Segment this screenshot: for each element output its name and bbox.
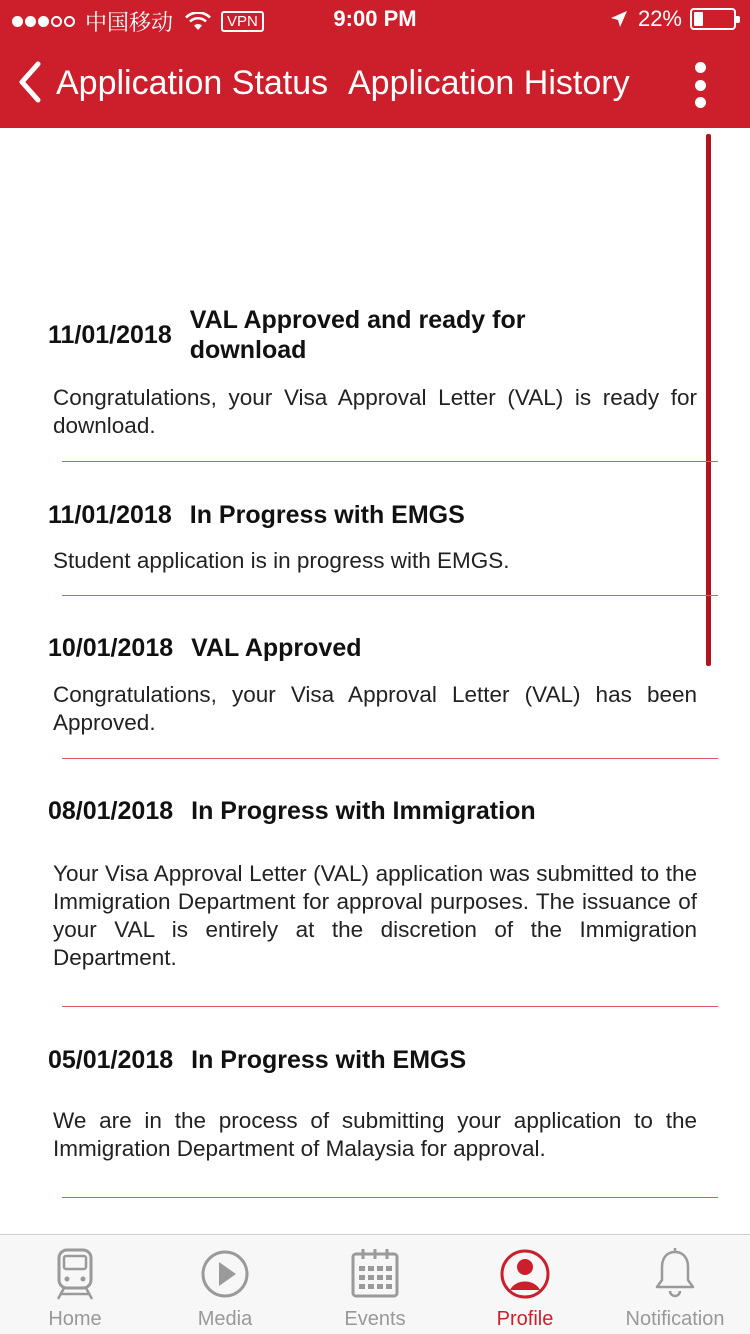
tab-notification[interactable] [600, 1235, 750, 1334]
entry-status-title: In Progress with Immigration [191, 797, 536, 825]
entry-date: 11/01/2018 [48, 501, 172, 529]
entry-description: Your Visa Approval Letter (VAL) application was submitted to the Immigration Department for approval purposes. The issuance of your VAL is entirely at the discretion of the Immigration Department. [53, 861, 697, 970]
application-history-list[interactable] [0, 128, 750, 1234]
tab-profile[interactable] [450, 1235, 600, 1334]
entry-header [48, 305, 580, 365]
more-options-icon[interactable] [692, 62, 708, 108]
calendar-icon [350, 1247, 400, 1301]
entry-date: 11/01/2018 [48, 321, 172, 349]
page-title: Application History [348, 64, 630, 102]
entry-status-title: VAL Approved [191, 634, 362, 662]
entry-header [48, 633, 362, 663]
entry-header [48, 1045, 466, 1075]
divider [62, 758, 718, 759]
entry-description: Congratulations, your Visa Approval Letter (VAL) is ready for download. [53, 385, 697, 438]
status-bar [0, 0, 750, 40]
entry-date: 10/01/2018 [48, 634, 174, 662]
tab-bar [0, 1234, 750, 1334]
entry-description: We are in the process of submitting your application to the Immigration Department of Malaysia for approval. [53, 1108, 697, 1161]
tab-label: Profile [496, 1308, 554, 1330]
divider [62, 1006, 718, 1007]
tab-label: Media [197, 1308, 253, 1330]
entry-date: 08/01/2018 [48, 797, 174, 825]
status-time: 9:00 PM [333, 6, 417, 31]
tab-label: Events [344, 1308, 406, 1330]
carrier-name: 中国移动 [85, 10, 174, 35]
battery-percentage: 22% [637, 6, 682, 31]
entry-status-title: VAL Approved and ready for download [189, 306, 526, 364]
entry-description: Student application is in progress with EMGS. [53, 548, 510, 573]
battery-icon [690, 8, 736, 30]
entry-description: Congratulations, your Visa Approval Letter (VAL) has been Approved. [53, 682, 697, 735]
entry-header [48, 796, 536, 826]
location-arrow-icon [610, 10, 628, 28]
back-chevron-icon[interactable] [14, 60, 44, 104]
entry-status-title: In Progress with EMGS [189, 501, 465, 529]
divider [62, 461, 718, 462]
play-icon [200, 1247, 250, 1301]
tab-media[interactable] [150, 1235, 300, 1334]
bell-icon [650, 1247, 700, 1301]
tab-label: Notification [625, 1308, 725, 1330]
tab-events[interactable] [300, 1235, 450, 1334]
entry-date: 05/01/2018 [48, 1046, 174, 1074]
entry-header [48, 500, 465, 530]
profile-icon [500, 1247, 550, 1301]
divider [62, 595, 718, 596]
navigation-bar [0, 40, 750, 128]
divider [62, 1197, 718, 1198]
tab-label: Home [48, 1308, 102, 1330]
train-icon [50, 1247, 100, 1301]
vpn-badge: VPN [221, 11, 264, 32]
scroll-indicator[interactable] [706, 134, 711, 666]
entry-status-title: In Progress with EMGS [191, 1046, 467, 1074]
back-button-label[interactable]: Application Status [56, 64, 329, 102]
tab-home[interactable] [0, 1235, 150, 1334]
